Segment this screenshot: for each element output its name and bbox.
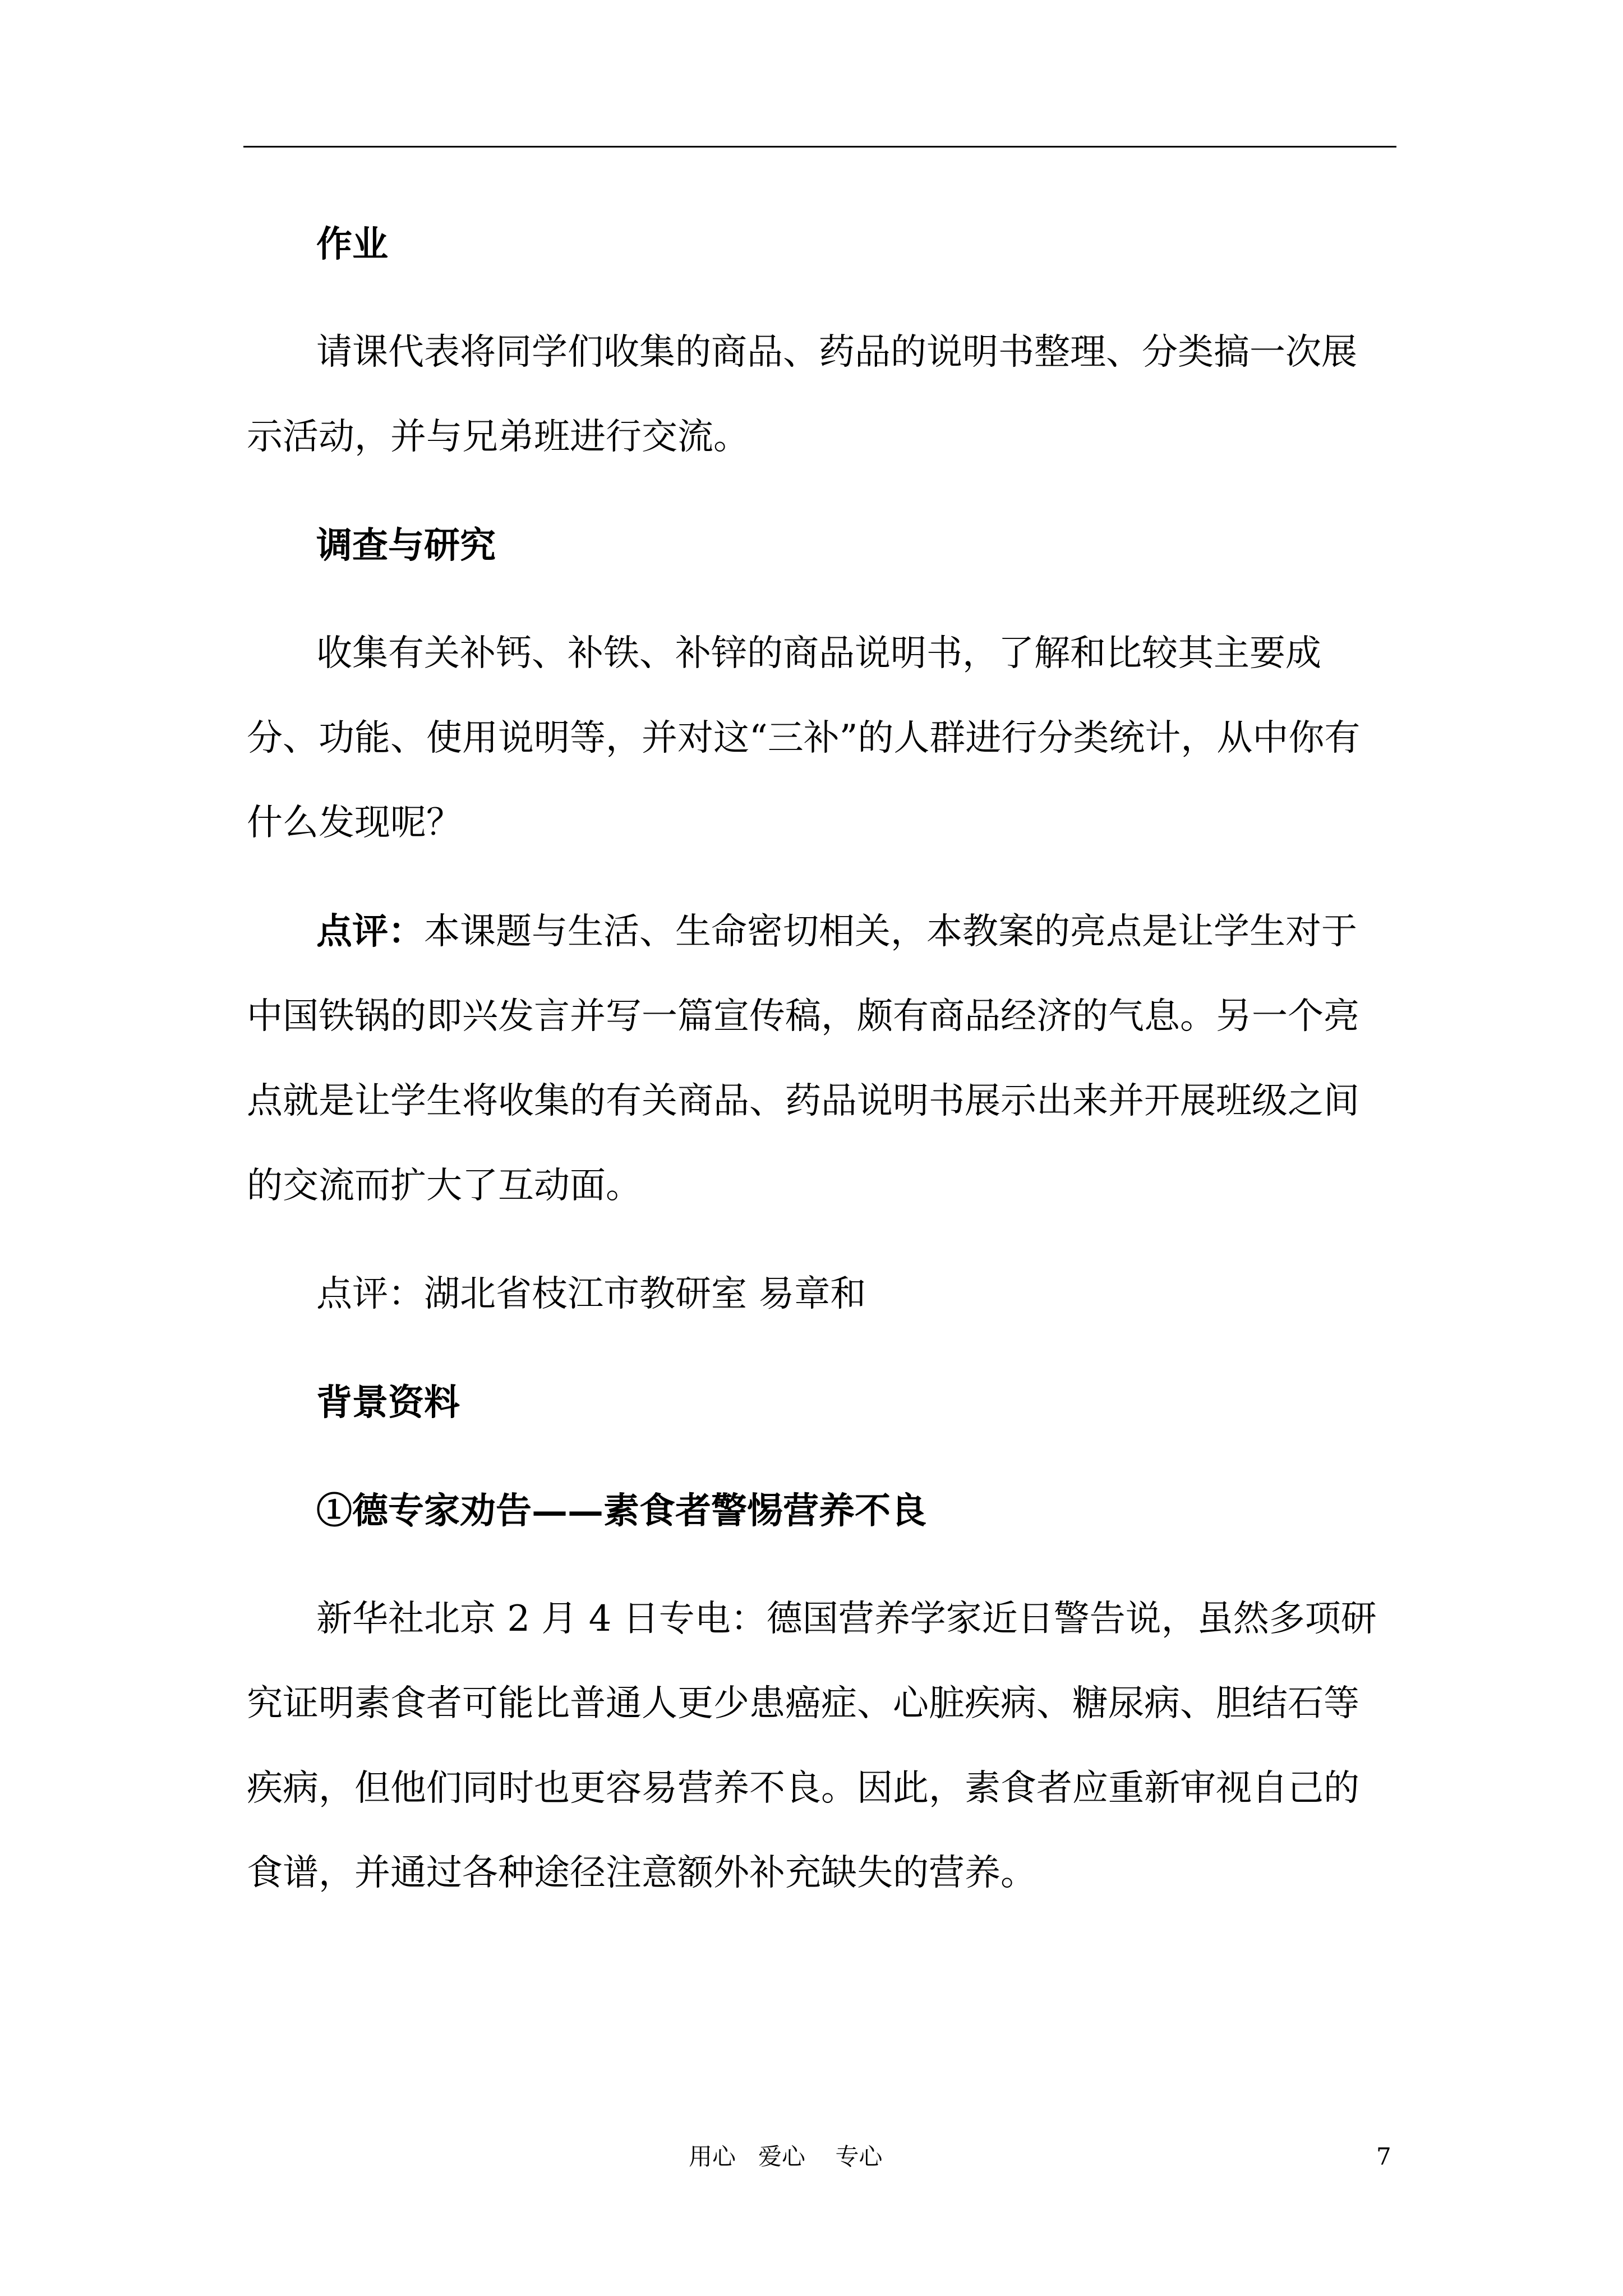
- page-number: 7: [1376, 2143, 1391, 2170]
- header-rule: [243, 146, 1396, 148]
- research-heading: 调查与研究: [316, 524, 496, 567]
- research-paragraph: 收集有关补钙、补铁、补锌的商品说明书，了解和比较其主要成分、功能、使用说明等，并对这“三补”的人群进行分类统计，从中你有什么发现呢？: [247, 633, 1361, 844]
- comment-paragraph: [247, 889, 1391, 1228]
- comment-label: 点评：: [316, 910, 424, 953]
- comment-text: 本课题与生活、生命密切相关，本教案的亮点是让学生对于中国铁锅的即兴发言并写一篇宣传稿，颇有商品经济的气息。另一个亮点就是让学生将收集的有关商品、药品说明书展示出来并开展班级之间的交流而扩大了互动面。: [247, 911, 1359, 1207]
- article-title: ①德专家劝告——素食者警惕营养不良: [316, 1490, 926, 1532]
- homework-heading: 作业: [316, 223, 388, 265]
- commenter-line: 点评：湖北省枝江市教研室 易章和: [316, 1273, 866, 1315]
- article-paragraph: 新华社北京 2 月 4 日专电：德国营养学家近日警告说，虽然多项研究证明素食者可能比普通人更少患癌症、心脏疾病、糖尿病、胆结石等疾病，但他们同时也更容易营养不良。因此，素食者应重新审视自己的食谱，并通过各种途径注意额外补充缺失的营养。: [247, 1598, 1377, 1894]
- document-body: [247, 202, 1391, 1916]
- footer-motto: 用心 爱心 专心: [689, 2143, 883, 2170]
- page-footer: [0, 2140, 1623, 2174]
- homework-paragraph: 请课代表将同学们收集的商品、药品的说明书整理、分类搞一次展示活动，并与兄弟班进行交流。: [247, 332, 1357, 458]
- background-heading: 背景资料: [316, 1382, 460, 1424]
